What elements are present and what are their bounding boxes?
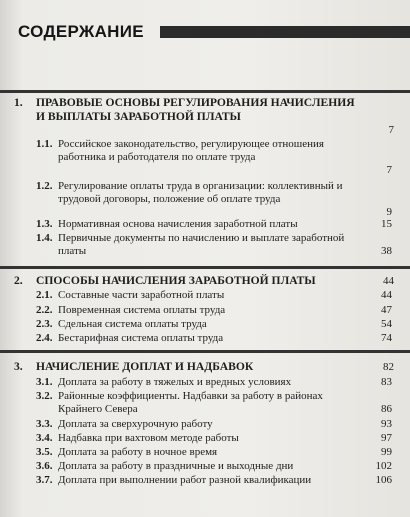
section-heading: НАЧИСЛЕНИЕ ДОПЛАТ И НАДБАВОК bbox=[36, 360, 254, 373]
entry-number: 3.6. bbox=[36, 460, 53, 472]
section-number: 2. bbox=[14, 274, 23, 287]
entry-text: Доплата за работу в праздничные и выходные дни bbox=[58, 460, 294, 472]
entry-number: 3.2. bbox=[36, 390, 53, 402]
section-divider bbox=[0, 350, 410, 353]
toc-entry bbox=[36, 180, 392, 220]
entry-page-number: 38 bbox=[381, 245, 392, 257]
entry-text: Доплата за работу в тяжелых и вредных условиях bbox=[58, 376, 292, 388]
contents-title: СОДЕРЖАНИЕ bbox=[18, 22, 144, 41]
entry-text: Составные части заработной платы bbox=[58, 289, 225, 301]
section-number: 3. bbox=[14, 360, 23, 373]
entry-page-number: 54 bbox=[381, 318, 392, 330]
entry-number: 2.2. bbox=[36, 304, 53, 316]
contents-header bbox=[18, 22, 410, 44]
entry-page-number: 99 bbox=[381, 446, 392, 458]
entry-number: 1.3. bbox=[36, 218, 53, 230]
entry-number: 3.5. bbox=[36, 446, 53, 458]
entry-page-number: 93 bbox=[381, 418, 392, 430]
entry-text: Районные коэффициенты. Надбавки за работу в районах Крайнего Севера bbox=[58, 390, 323, 416]
entry-page-number: 106 bbox=[375, 474, 392, 486]
toc-entry bbox=[36, 390, 392, 418]
header-decorative-bar bbox=[160, 26, 410, 38]
section-heading: СПОСОБЫ НАЧИСЛЕНИЯ ЗАРАБОТНОЙ ПЛАТЫ bbox=[36, 274, 316, 287]
entry-text: Повременная система оплаты труда bbox=[58, 304, 226, 316]
entry-page-number: 74 bbox=[381, 332, 392, 344]
entry-text: Сдельная система оплаты труда bbox=[58, 318, 207, 330]
toc-entry bbox=[36, 138, 392, 178]
entry-number: 2.1. bbox=[36, 289, 53, 301]
entry-text: Надбавка при вахтовом методе работы bbox=[58, 432, 239, 444]
entry-page-number: 83 bbox=[381, 376, 392, 388]
entry-number: 2.3. bbox=[36, 318, 53, 330]
entry-text: Российское законодательство, регулирующее отношения работника и работодателя по оплате труда bbox=[58, 138, 324, 164]
entry-number: 3.4. bbox=[36, 432, 53, 444]
entry-page-number: 86 bbox=[381, 403, 392, 415]
section-divider bbox=[0, 90, 410, 93]
section-divider bbox=[0, 266, 410, 269]
entry-page-number: 44 bbox=[381, 289, 392, 301]
entry-number: 2.4. bbox=[36, 332, 53, 344]
toc-entry bbox=[36, 218, 392, 232]
section-heading: ПРАВОВЫЕ ОСНОВЫ РЕГУЛИРОВАНИЯ НАЧИСЛЕНИЯ И ВЫПЛАТЫ ЗАРАБОТНОЙ ПЛАТЫ bbox=[36, 96, 355, 123]
entry-text: Регулирование оплаты труда в организации: коллективный и трудовой договоры, положение об оплате труда bbox=[58, 180, 343, 206]
entry-text: Доплата при выполнении работ разной квалификации bbox=[58, 474, 312, 486]
entry-page-number: 15 bbox=[381, 218, 392, 230]
entry-number: 1.1. bbox=[36, 138, 53, 150]
section-page-number: 82 bbox=[383, 361, 394, 373]
section-page-number: 7 bbox=[388, 124, 394, 136]
entry-number: 3.3. bbox=[36, 418, 53, 430]
entry-page-number: 7 bbox=[386, 164, 392, 176]
entry-number: 3.1. bbox=[36, 376, 53, 388]
entry-text: Доплата за работу в ночное время bbox=[58, 446, 218, 458]
entry-text: Нормативная основа начисления заработной платы bbox=[58, 218, 298, 230]
entry-text: Доплата за сверхурочную работу bbox=[58, 418, 213, 430]
entry-text: Бестарифная система оплаты труда bbox=[58, 332, 224, 344]
entry-text: Первичные документы по начислению и выплате заработной платы bbox=[58, 232, 345, 258]
entry-page-number: 97 bbox=[381, 432, 392, 444]
section-number: 1. bbox=[14, 96, 23, 109]
section-page-number: 44 bbox=[383, 275, 394, 287]
entry-page-number: 47 bbox=[381, 304, 392, 316]
entry-page-number: 102 bbox=[375, 460, 392, 472]
entry-number: 1.2. bbox=[36, 180, 53, 192]
entry-number: 3.7. bbox=[36, 474, 53, 486]
entry-page-number: 9 bbox=[386, 206, 392, 218]
toc-entry bbox=[36, 232, 392, 260]
entry-number: 1.4. bbox=[36, 232, 53, 244]
